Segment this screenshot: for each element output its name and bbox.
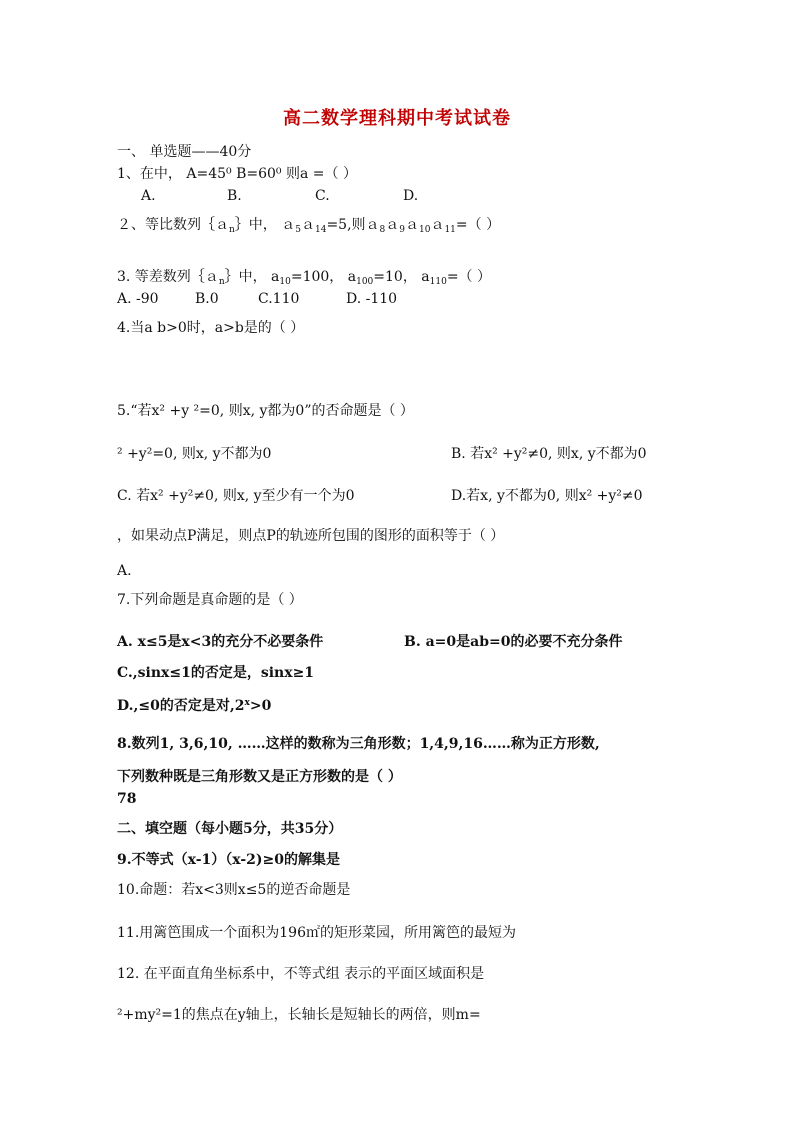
question-9: 9.不等式（x-1）（x-2)≥0的解集是	[117, 852, 341, 868]
question-2: ２、等比数列｛ａ$_n$｝中， ａ$_5$ａ$_{14}$=5,则ａ$_8$ａ$_9$ａ$_{10}$ａ$_{11}$=（ ）	[117, 217, 501, 235]
section-2-heading: 二、填空题（每小题5分，共35分）	[117, 821, 343, 837]
question-3-options	[117, 290, 397, 308]
question-5-option-b: B. 若x² +y²≠0, 则x, y不都为0	[451, 446, 647, 462]
option-d: D. -110	[346, 291, 398, 307]
question-7-option-a: A. x≤5是x<3的充分不必要条件	[117, 634, 324, 650]
option-b: B.	[227, 188, 242, 204]
question-5-option-c: C. 若x² +y²≠0, 则x, y至少有一个为0	[117, 488, 355, 504]
question-7: 7.下列命题是真命题的是（ ）	[117, 592, 303, 608]
option-a: A.	[141, 188, 156, 204]
option-b: B.0	[195, 291, 219, 307]
option-d: D.	[403, 188, 419, 204]
option-a: A. -90	[117, 291, 159, 307]
option-c: C.	[315, 188, 330, 204]
section-1-heading: 一、 单选题——40分	[117, 144, 252, 160]
question-10: 10.命题：若x<3则x≤5的逆否命题是	[117, 882, 351, 898]
question-7-option-b: B. a=0是ab=0的必要不充分条件	[404, 634, 623, 650]
question-6-option-a: A.	[117, 563, 132, 579]
option-c: C.110	[258, 291, 300, 307]
question-7-option-d: D.,≤0的否定是对$,2^x>0$	[117, 698, 272, 714]
question-5: 5.“若x² +y ²=0, 则x, y都为0”的否命题是（ ）	[117, 403, 414, 419]
question-5-option-a: ² +y²=0, 则x, y不都为0	[117, 446, 272, 462]
question-1-options	[141, 187, 418, 205]
question-11: 11.用篱笆围成一个面积为196㎡的矩形菜园，所用篱笆的最短为	[117, 925, 516, 941]
question-7-option-c: C.,sinx≤1的否定是，sinx≥1	[117, 665, 315, 681]
question-4: 4.当a b>0时，a>b是的（ ）	[117, 320, 305, 336]
question-8-answer: 78	[117, 791, 137, 807]
question-12: 12. 在平面直角坐标系中，不等式组 表示的平面区域面积是	[117, 966, 485, 982]
question-5-option-d: D.若x, y不都为0, 则x² +y²≠0	[451, 488, 643, 504]
question-3: 3. 等差数列｛ａ$_n$｝中， $a_{10}=100$， $a_{100}=10$， $a_{110}=$（ ）	[117, 269, 492, 287]
question-6: ，如果动点P满足，则点P的轨迹所包围的图形的面积等于（ ）	[117, 528, 505, 544]
exam-title: 高二数学理科期中考试试卷	[283, 108, 511, 129]
question-8-line-1: 8.数列1, 3,6,10, ……这样的数称为三角形数；1,4,9,16……称为正方形数,	[117, 736, 600, 752]
question-1: 1、在中， A=45⁰ B=60⁰ 则a =（ ）	[117, 166, 357, 182]
question-13: ²+my²=1的焦点在y轴上，长轴长是短轴长的两倍，则m=	[117, 1007, 481, 1023]
question-8-line-2: 下列数种既是三角形数又是正方形数的是（ ）	[117, 769, 402, 785]
